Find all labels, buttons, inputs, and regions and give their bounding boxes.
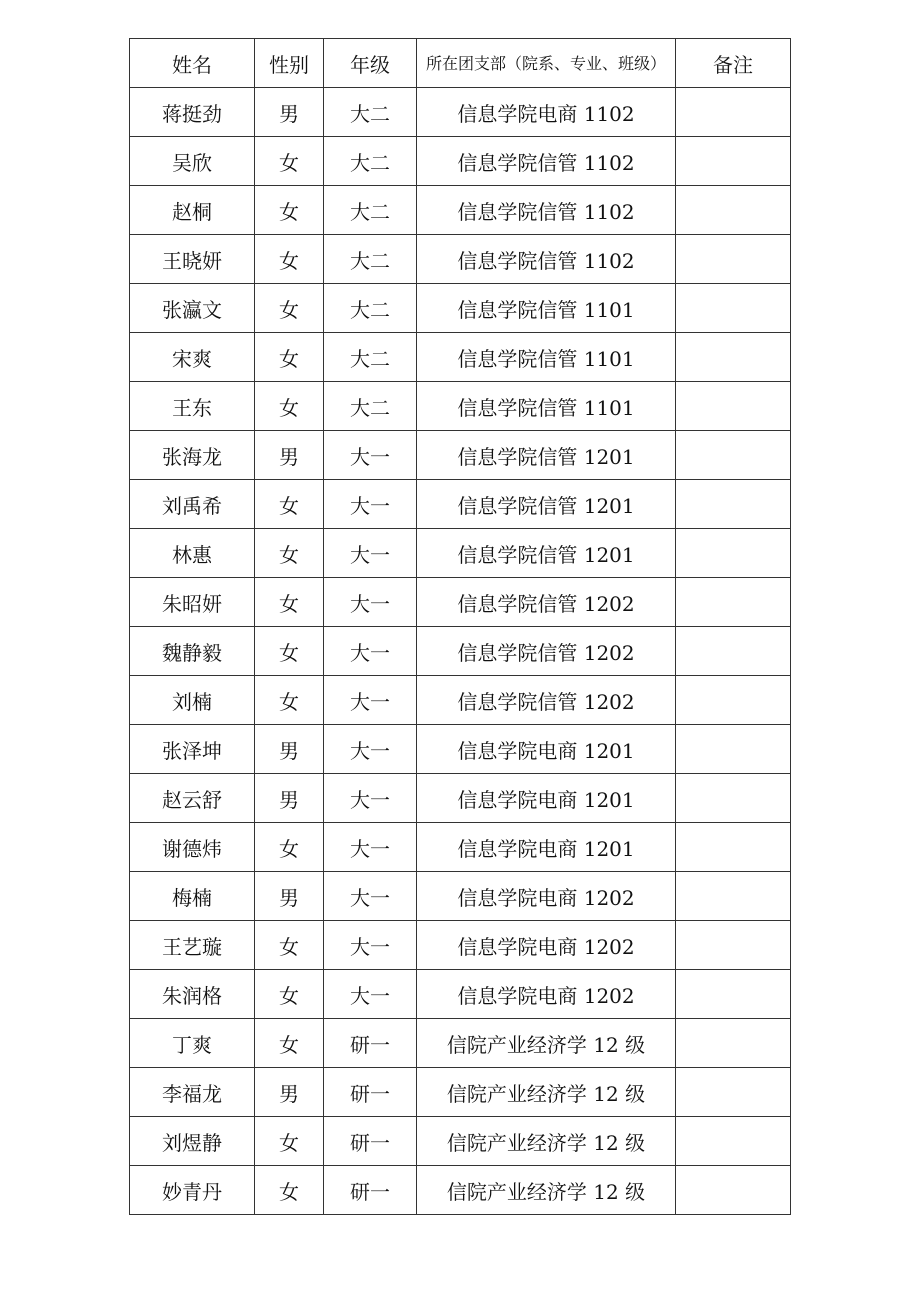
table-row (130, 1068, 791, 1117)
table-row (130, 627, 791, 676)
cell-branch: 信院产业经济学 12 级 (417, 1166, 676, 1215)
cell-name: 刘煜静 (130, 1117, 255, 1166)
header-grade: 年级 (324, 39, 417, 88)
cell-branch: 信息学院信管 1101 (417, 333, 676, 382)
cell-branch: 信息学院信管 1202 (417, 578, 676, 627)
table-row (130, 431, 791, 480)
cell-note (676, 137, 791, 186)
header-row (130, 39, 791, 88)
cell-note (676, 921, 791, 970)
table-row (130, 235, 791, 284)
cell-name: 张海龙 (130, 431, 255, 480)
cell-note (676, 970, 791, 1019)
table-row (130, 529, 791, 578)
cell-grade: 大一 (324, 529, 417, 578)
cell-name: 王艺璇 (130, 921, 255, 970)
cell-note (676, 235, 791, 284)
roster-body (130, 88, 791, 1215)
cell-note (676, 676, 791, 725)
cell-grade: 大一 (324, 725, 417, 774)
cell-branch: 信息学院电商 1201 (417, 823, 676, 872)
cell-note (676, 1068, 791, 1117)
cell-grade: 大一 (324, 970, 417, 1019)
table-row (130, 137, 791, 186)
cell-branch: 信息学院信管 1101 (417, 284, 676, 333)
cell-note (676, 774, 791, 823)
cell-name: 丁爽 (130, 1019, 255, 1068)
cell-gender: 女 (255, 921, 324, 970)
cell-branch: 信息学院电商 1202 (417, 970, 676, 1019)
cell-gender: 女 (255, 529, 324, 578)
cell-branch: 信息学院信管 1201 (417, 431, 676, 480)
cell-name: 刘禹希 (130, 480, 255, 529)
cell-branch: 信息学院信管 1201 (417, 480, 676, 529)
table-row (130, 1117, 791, 1166)
table-row (130, 872, 791, 921)
cell-grade: 大一 (324, 578, 417, 627)
cell-grade: 大一 (324, 431, 417, 480)
cell-branch: 信息学院信管 1102 (417, 235, 676, 284)
cell-branch: 信息学院电商 1201 (417, 774, 676, 823)
cell-branch: 信息学院电商 1102 (417, 88, 676, 137)
cell-note (676, 382, 791, 431)
cell-gender: 男 (255, 1068, 324, 1117)
cell-name: 宋爽 (130, 333, 255, 382)
cell-name: 赵桐 (130, 186, 255, 235)
cell-note (676, 1166, 791, 1215)
header-note: 备注 (676, 39, 791, 88)
cell-note (676, 186, 791, 235)
cell-branch: 信息学院信管 1102 (417, 186, 676, 235)
cell-branch: 信息学院信管 1202 (417, 676, 676, 725)
cell-name: 谢德炜 (130, 823, 255, 872)
table-row (130, 774, 791, 823)
table-row (130, 578, 791, 627)
cell-gender: 女 (255, 823, 324, 872)
cell-note (676, 872, 791, 921)
cell-note (676, 88, 791, 137)
table-row (130, 382, 791, 431)
cell-grade: 研一 (324, 1166, 417, 1215)
table-row (130, 284, 791, 333)
cell-name: 朱昭妍 (130, 578, 255, 627)
cell-note (676, 627, 791, 676)
cell-grade: 大一 (324, 676, 417, 725)
table-row (130, 823, 791, 872)
cell-branch: 信息学院电商 1202 (417, 872, 676, 921)
cell-name: 刘楠 (130, 676, 255, 725)
cell-note (676, 333, 791, 382)
cell-name: 梅楠 (130, 872, 255, 921)
cell-grade: 大二 (324, 333, 417, 382)
cell-gender: 女 (255, 627, 324, 676)
cell-grade: 大一 (324, 872, 417, 921)
cell-note (676, 725, 791, 774)
table-row (130, 676, 791, 725)
cell-grade: 大二 (324, 88, 417, 137)
cell-branch: 信息学院电商 1201 (417, 725, 676, 774)
cell-gender: 女 (255, 1117, 324, 1166)
cell-grade: 大二 (324, 284, 417, 333)
cell-name: 妙青丹 (130, 1166, 255, 1215)
cell-grade: 大一 (324, 823, 417, 872)
cell-grade: 研一 (324, 1117, 417, 1166)
cell-gender: 女 (255, 1019, 324, 1068)
cell-grade: 大二 (324, 137, 417, 186)
cell-gender: 男 (255, 88, 324, 137)
cell-gender: 女 (255, 284, 324, 333)
table-row (130, 480, 791, 529)
table-row (130, 1166, 791, 1215)
cell-name: 朱润格 (130, 970, 255, 1019)
cell-name: 林惠 (130, 529, 255, 578)
cell-note (676, 823, 791, 872)
cell-branch: 信院产业经济学 12 级 (417, 1019, 676, 1068)
cell-gender: 女 (255, 137, 324, 186)
member-roster-table (129, 38, 791, 1215)
cell-gender: 女 (255, 970, 324, 1019)
cell-name: 赵云舒 (130, 774, 255, 823)
cell-grade: 大一 (324, 627, 417, 676)
table-row (130, 1019, 791, 1068)
cell-note (676, 284, 791, 333)
cell-gender: 女 (255, 382, 324, 431)
cell-note (676, 1019, 791, 1068)
cell-name: 张泽坤 (130, 725, 255, 774)
cell-name: 王东 (130, 382, 255, 431)
cell-gender: 女 (255, 676, 324, 725)
cell-gender: 女 (255, 235, 324, 284)
cell-name: 王晓妍 (130, 235, 255, 284)
cell-branch: 信息学院信管 1101 (417, 382, 676, 431)
cell-gender: 女 (255, 333, 324, 382)
table-row (130, 970, 791, 1019)
cell-grade: 大二 (324, 235, 417, 284)
cell-note (676, 578, 791, 627)
cell-branch: 信息学院电商 1202 (417, 921, 676, 970)
cell-name: 张瀛文 (130, 284, 255, 333)
cell-gender: 男 (255, 872, 324, 921)
cell-grade: 研一 (324, 1068, 417, 1117)
cell-grade: 大二 (324, 382, 417, 431)
cell-gender: 男 (255, 774, 324, 823)
table-row (130, 921, 791, 970)
cell-note (676, 1117, 791, 1166)
cell-gender: 女 (255, 480, 324, 529)
table-row (130, 725, 791, 774)
table-row (130, 186, 791, 235)
cell-grade: 大二 (324, 186, 417, 235)
header-branch: 所在团支部（院系、专业、班级） (417, 39, 676, 88)
cell-gender: 女 (255, 578, 324, 627)
cell-grade: 大一 (324, 921, 417, 970)
cell-branch: 信息学院信管 1201 (417, 529, 676, 578)
cell-branch: 信息学院信管 1202 (417, 627, 676, 676)
cell-note (676, 529, 791, 578)
cell-note (676, 431, 791, 480)
cell-name: 蒋挺劲 (130, 88, 255, 137)
cell-grade: 大一 (324, 480, 417, 529)
cell-gender: 女 (255, 186, 324, 235)
cell-branch: 信息学院信管 1102 (417, 137, 676, 186)
cell-grade: 大一 (324, 774, 417, 823)
cell-gender: 男 (255, 431, 324, 480)
cell-name: 魏静毅 (130, 627, 255, 676)
cell-branch: 信院产业经济学 12 级 (417, 1068, 676, 1117)
cell-gender: 男 (255, 725, 324, 774)
cell-branch: 信院产业经济学 12 级 (417, 1117, 676, 1166)
table-row (130, 88, 791, 137)
cell-name: 吴欣 (130, 137, 255, 186)
table-row (130, 333, 791, 382)
cell-note (676, 480, 791, 529)
header-gender: 性别 (255, 39, 324, 88)
cell-grade: 研一 (324, 1019, 417, 1068)
cell-name: 李福龙 (130, 1068, 255, 1117)
header-name: 姓名 (130, 39, 255, 88)
cell-gender: 女 (255, 1166, 324, 1215)
